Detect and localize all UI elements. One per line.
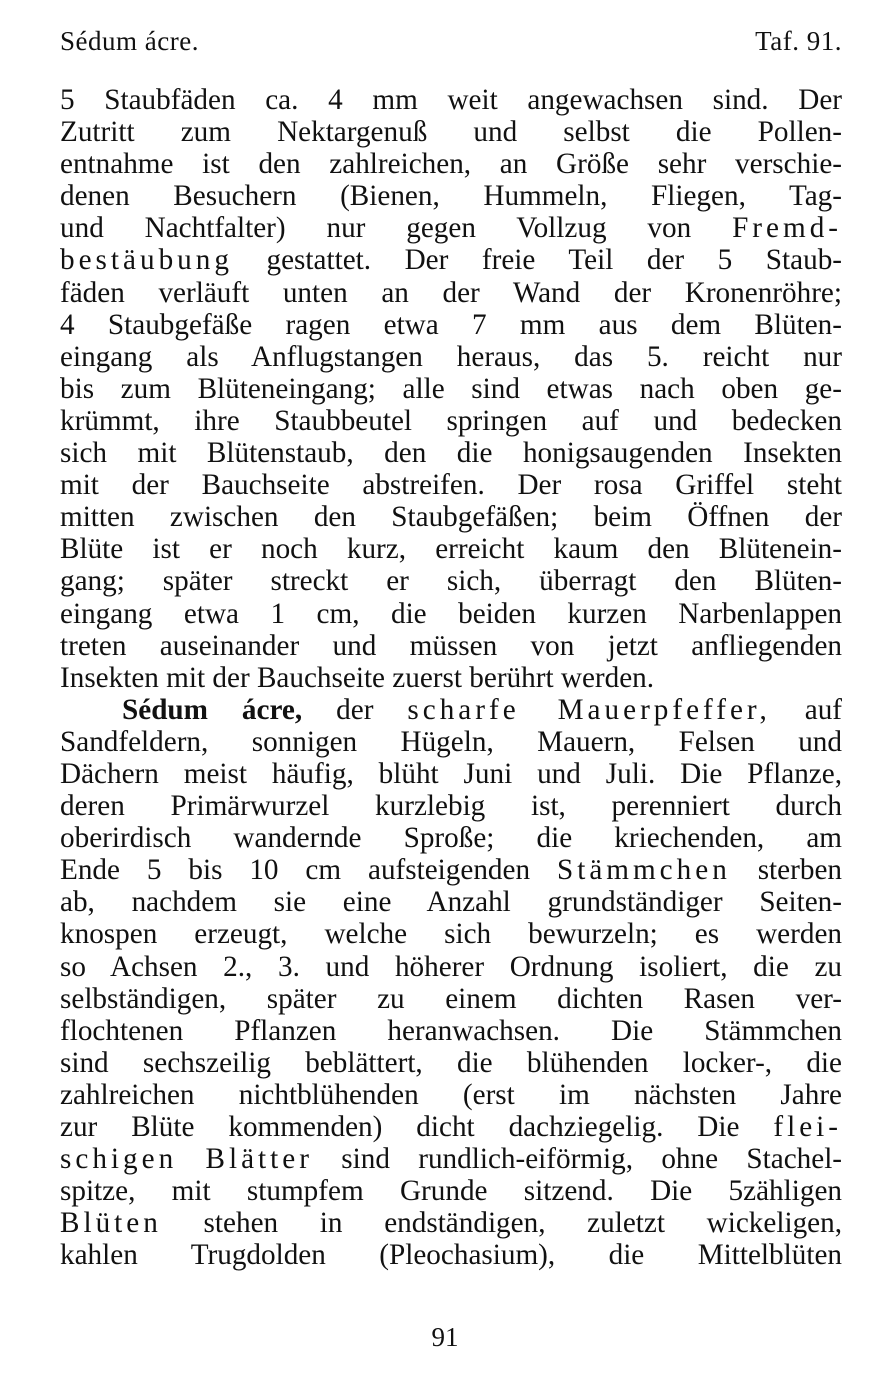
text-line: oberirdisch wandernde Sproße; die kriechenden, am xyxy=(60,822,842,855)
text-line: zahlreichen nichtblühenden (erst im nächsten Jahre xyxy=(60,1078,842,1111)
text-line xyxy=(60,1111,842,1143)
text-fragment: sterben xyxy=(757,854,842,887)
text-line: treten auseinander und müssen von jetzt anfliegenden xyxy=(60,629,842,662)
text-line: flochtenen Pflanzen heranwachsen. Die Stämmchen xyxy=(60,1014,842,1047)
text-fragment: Ende 5 bis 10 cm aufsteigenden xyxy=(60,854,531,887)
text-line xyxy=(60,1143,842,1175)
text-fragment: auf xyxy=(804,693,842,726)
spaced-emphasis: Fremd- xyxy=(732,212,842,245)
text-line: denen Besuchern (Bienen, Hummeln, Fliegen, Tag- xyxy=(60,180,842,213)
text-line: Zutritt zum Nektargenuß und selbst die Pollen- xyxy=(60,116,842,149)
text-line xyxy=(60,212,842,244)
page-number: 91 xyxy=(431,1322,459,1352)
text-line: ab, nachdem sie eine Anzahl grundständiger Seiten- xyxy=(60,886,842,919)
text-line: Dächern meist häufig, blüht Juni und Juli. Die Pflanze, xyxy=(60,757,842,790)
text-line: bis zum Blüteneingang; alle sind etwas nach oben ge- xyxy=(60,372,842,405)
text-line: so Achsen 2., 3. und höherer Ordnung isoliert, die zu xyxy=(60,950,842,983)
text-line: fäden verläuft unten an der Wand der Kronenröhre; xyxy=(60,276,842,309)
text-line: deren Primärwurzel kurzlebig ist, perenniert durch xyxy=(60,790,842,823)
text-line: sind sechszeilig beblättert, die blühenden locker-, die xyxy=(60,1046,842,1079)
text-fragment: der xyxy=(336,693,374,726)
text-fragment: sind rundlich-eiförmig, ohne Stachel- xyxy=(341,1143,842,1176)
spaced-emphasis: scharfe Mauerpfeffer, xyxy=(407,693,771,726)
text-line: mit der Bauchseite abstreifen. Der rosa Griffel steht xyxy=(60,469,842,502)
text-line: Insekten mit der Bauchseite zuerst berührt werden. xyxy=(60,661,655,694)
text-line: 5 Staubfäden ca. 4 mm weit angewachsen sind. Der xyxy=(60,84,842,116)
text-line: Sandfeldern, sonnigen Hügeln, Mauern, Felsen und xyxy=(60,725,842,758)
text-line: selbständigen, später zu einem dichten Rasen ver- xyxy=(60,982,842,1015)
text-line: kahlen Trugdolden (Pleochasium), die Mittelblüten xyxy=(60,1239,842,1272)
running-title: Sédum ácre. xyxy=(60,26,199,56)
spaced-emphasis: Stämmchen xyxy=(556,854,731,887)
text-line: spitze, mit stumpfem Grunde sitzend. Die 5zähligen xyxy=(60,1175,842,1208)
spaced-emphasis: flei- xyxy=(773,1111,842,1143)
text-line: 4 Staubgefäße ragen etwa 7 mm aus dem Blüten- xyxy=(60,308,842,341)
plate-reference: Taf. 91. xyxy=(755,26,842,56)
text-line xyxy=(60,1207,842,1239)
text-line xyxy=(60,244,842,276)
running-header xyxy=(60,26,842,62)
text-line: krümmt, ihre Staubbeutel springen auf und bedecken xyxy=(60,404,842,437)
text-fragment: stehen in endständigen, zuletzt wickeligen, xyxy=(203,1207,842,1240)
text-fragment: gestattet. Der freie Teil der 5 Staub- xyxy=(266,244,842,277)
spaced-emphasis: Blätter xyxy=(205,1143,313,1176)
text-line: knospen erzeugt, welche sich bewurzeln; es werden xyxy=(60,918,842,951)
spaced-emphasis: schigen xyxy=(60,1143,178,1176)
text-line: Blüte ist er noch kurz, erreicht kaum den Blütenein- xyxy=(60,533,842,566)
text-line xyxy=(60,854,842,886)
text-line: eingang als Anflugstangen heraus, das 5. reicht nur xyxy=(60,340,842,373)
spaced-emphasis: Blüten xyxy=(60,1207,162,1240)
text-fragment: und Nachtfalter) nur gegen Vollzug von xyxy=(60,212,692,245)
text-line xyxy=(60,694,842,726)
text-line: gang; später streckt er sich, überragt den Blüten- xyxy=(60,565,842,598)
text-fragment: zur Blüte kommenden) dicht dachziegelig. Die xyxy=(60,1111,740,1143)
body-text xyxy=(60,84,842,1271)
text-line: mitten zwischen den Staubgefäßen; beim Öffnen der xyxy=(60,501,842,534)
text-line: eingang etwa 1 cm, die beiden kurzen Narbenlappen xyxy=(60,597,842,630)
spaced-emphasis: bestäubung xyxy=(60,244,233,277)
text-line: sich mit Blütenstaub, den die honigsaugenden Insekten xyxy=(60,437,842,470)
text-line: entnahme ist den zahlreichen, an Größe sehr verschie- xyxy=(60,148,842,181)
species-name: Sédum ácre, xyxy=(122,693,303,726)
